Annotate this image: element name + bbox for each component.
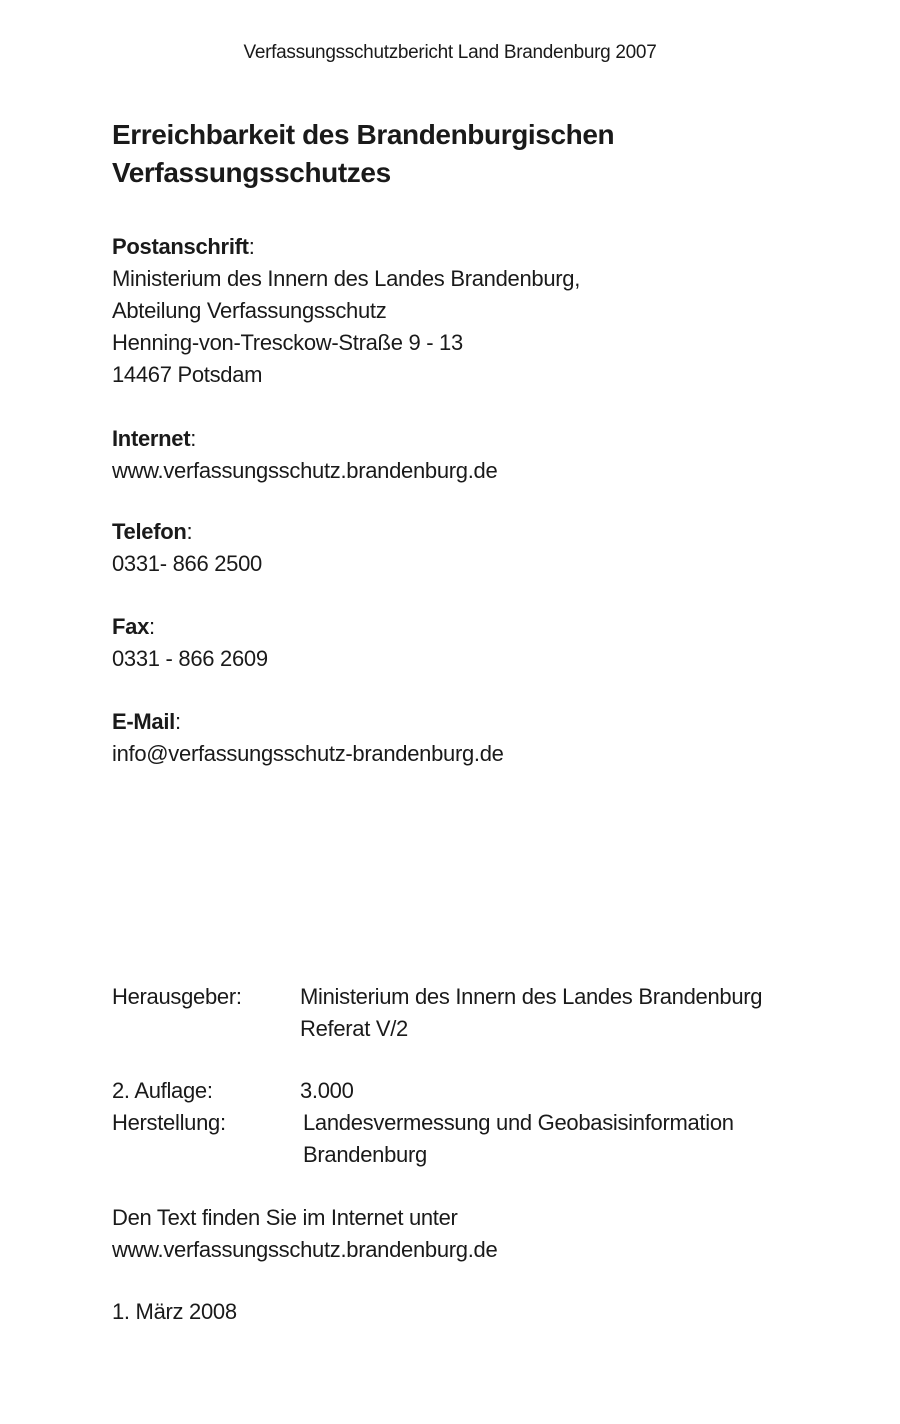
phone-section [112,516,812,580]
imprint-edition-production [112,1075,812,1171]
fax-number: 0331 - 866 2609 [112,646,268,671]
publication-date: 1. März 2008 [112,1299,237,1324]
production-line: Brandenburg [303,1142,427,1167]
postal-address-section [112,231,812,391]
email-section [112,706,812,770]
postal-address-line: Henning-von-Tresckow-Straße 9 - 13 [112,330,463,355]
publisher-line: Ministerium des Innern des Landes Brandenburg [300,984,763,1009]
edition-value: 3.000 [300,1078,354,1103]
publisher-line: Referat V/2 [300,1016,408,1041]
running-header: Verfassungsschutzbericht Land Brandenburg 2007 [243,42,657,63]
fax-heading: Fax: [112,614,155,639]
page-title-line-2: Verfassungsschutzes [112,157,391,188]
page-title-line-1: Erreichbarkeit des Brandenburgischen [112,119,615,150]
email-link[interactable]: info@verfassungsschutz-brandenburg.de [112,741,504,766]
page-title [112,116,812,192]
postal-address-line: Ministerium des Innern des Landes Brandenburg, [112,266,581,291]
online-notice-url[interactable]: www.verfassungsschutz.brandenburg.de [112,1237,498,1262]
internet-heading: Internet: [112,426,197,451]
publisher-label: Herausgeber: [112,984,242,1009]
email-heading: E-Mail: [112,709,181,734]
phone-heading: Telefon: [112,519,193,544]
postal-address-heading: Postanschrift: [112,234,255,259]
fax-section [112,611,812,675]
internet-section [112,423,812,487]
website-link[interactable]: www.verfassungsschutz.brandenburg.de [112,458,498,483]
edition-label: 2. Auflage: [112,1078,213,1103]
online-notice [112,1202,812,1266]
production-line: Landesvermessung und Geobasisinformation [303,1110,734,1135]
phone-number: 0331- 866 2500 [112,551,262,576]
postal-address-line: Abteilung Verfassungsschutz [112,298,387,323]
postal-address-line: 14467 Potsdam [112,362,263,387]
online-notice-text: Den Text finden Sie im Internet unter [112,1205,458,1230]
imprint-publisher [112,981,812,1045]
production-label: Herstellung: [112,1110,226,1135]
